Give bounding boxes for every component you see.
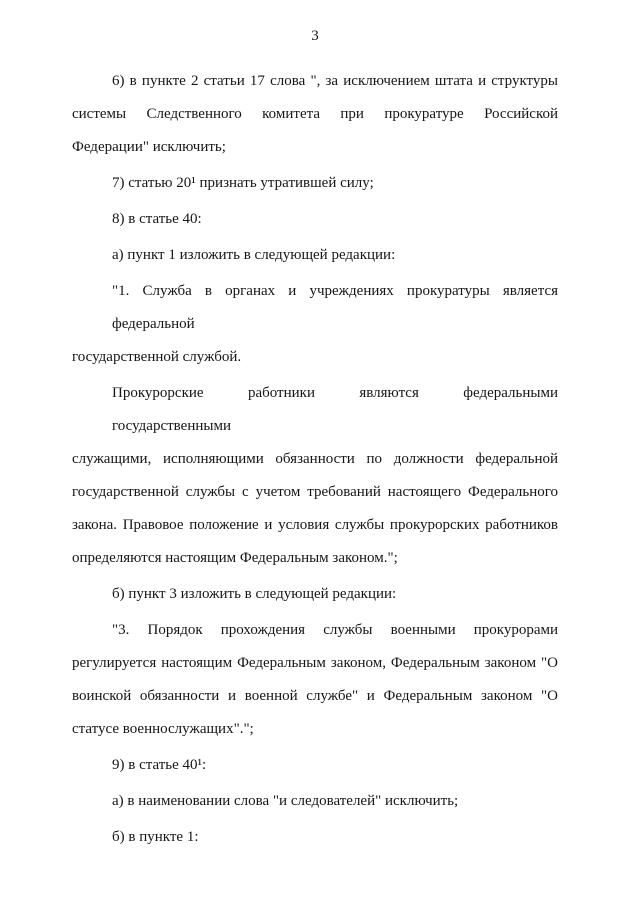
text-line: государственной службы с учетом требований настоящего Федерального xyxy=(72,484,558,500)
text-line: государственной службой. xyxy=(72,349,242,365)
text-line: "3. Порядок прохождения службы военными прокурорами xyxy=(112,622,558,638)
page-number: 3 xyxy=(311,28,319,44)
text-line: 9) в статье 40¹: xyxy=(112,757,207,773)
text-line: 6) в пункте 2 статьи 17 слова ", за исключением штата и структуры xyxy=(112,73,558,89)
text-line: а) в наименовании слова "и следователей" исключить; xyxy=(112,793,459,809)
paragraph xyxy=(72,167,558,200)
paragraph xyxy=(72,785,558,818)
text-line: 8) в статье 40: xyxy=(112,211,202,227)
text-line: закона. Правовое положение и условия службы прокурорских работников xyxy=(72,517,558,533)
text-line: системы Следственного комитета при прокуратуре Российской xyxy=(72,106,558,122)
document-body xyxy=(72,65,558,854)
text-line: Прокурорские работники являются федеральными государственными xyxy=(112,385,558,434)
paragraph xyxy=(72,239,558,272)
text-line: "1. Служба в органах и учреждениях прокуратуры является федеральной xyxy=(112,283,558,332)
text-line: определяются настоящим Федеральным законом."; xyxy=(72,550,398,566)
paragraph xyxy=(72,377,558,575)
paragraph xyxy=(72,275,558,374)
paragraph xyxy=(72,614,558,746)
text-line: 7) статью 20¹ признать утратившей силу; xyxy=(112,175,374,191)
paragraph xyxy=(72,65,558,164)
text-line: статусе военнослужащих"."; xyxy=(72,721,254,737)
text-line: а) пункт 1 изложить в следующей редакции: xyxy=(112,247,396,263)
paragraph xyxy=(72,821,558,854)
paragraph xyxy=(72,578,558,611)
text-line: Федерации" исключить; xyxy=(72,139,226,155)
paragraph xyxy=(72,749,558,782)
text-line: регулируется настоящим Федеральным законом, Федеральным законом "О xyxy=(72,655,558,671)
paragraph xyxy=(72,203,558,236)
text-line: служащими, исполняющими обязанности по должности федеральной xyxy=(72,451,558,467)
text-line: б) в пункте 1: xyxy=(112,829,199,845)
text-line: воинской обязанности и военной службе" и Федеральным законом "О xyxy=(72,688,558,704)
text-line: б) пункт 3 изложить в следующей редакции: xyxy=(112,586,397,602)
